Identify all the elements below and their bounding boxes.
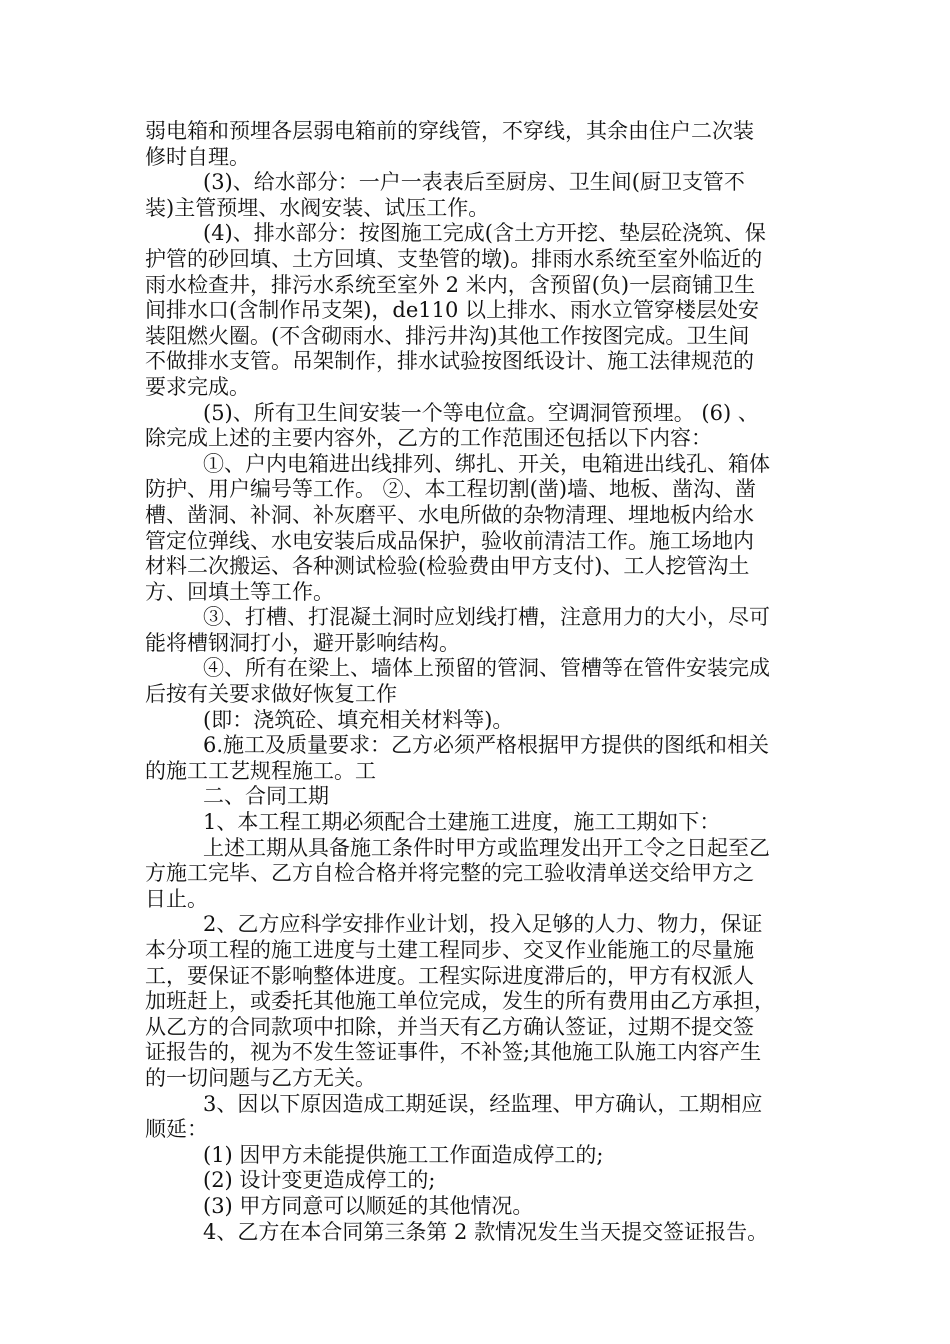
text-line: 护管的砂回填、土方回填、支垫管的墩)。排雨水系统至室外临近的 [145,246,763,271]
text-line: 方施工完毕、乙方自检合格并将完整的完工验收清单送交给甲方之 [145,861,754,886]
list-item: (1) 因甲方未能提供施工工作面造成停工的; [203,1142,604,1167]
text-line: 装)主管预埋、水阀安装、试压工作。 [145,195,490,220]
text-line: 3、因以下原因造成工期延误，经监理、甲方确认，工期相应 [203,1091,763,1116]
text-line: 弱电箱和预埋各层弱电箱前的穿线管，不穿线，其余由住户二次装 [145,119,754,143]
text-line: ①、户内电箱进出线排列、绑扎、开关，电箱进出线孔、箱体 [203,451,770,476]
text-line: 的一切问题与乙方无关。 [145,1065,376,1090]
text-line: (3)、给水部分：一户一表表后至厨房、卫生间(厨卫支管不 [203,170,745,195]
text-line: 装阻燃火圈。(不含砌雨水、排污井沟)其他工作按图完成。卫生间 [145,323,750,348]
text-line: (即：浇筑砼、填充相关材料等)。 [203,707,514,732]
text-line: (4)、排水部分：按图施工完成(含土方开挖、垫层砼浇筑、保 [203,221,766,246]
text-line: 6.施工及质量要求：乙方必须严格根据甲方提供的图纸和相关 [203,733,770,758]
text-line: 加班赶上，或委托其他施工单位完成，发生的所有费用由乙方承担， [145,989,775,1014]
text-line: 日止。 [145,886,208,911]
text-line: ③、打槽、打混凝土洞时应划线打槽，注意用力的大小，尽可 [203,605,770,630]
text-line: 1、本工程工期必须配合土建施工进度，施工工期如下： [203,810,721,835]
text-line: (5)、所有卫生间安装一个等电位盒。空调洞管预埋。 (6) 、 [203,400,759,425]
text-line: 证报告的，视为不发生签证事件，不补签;其他施工队施工内容产生 [145,1040,762,1065]
text-line: 要求完成。 [145,374,250,399]
text-line: 管定位弹线、水电安装后成品保护，验收前清洁工作。施工场地内 [145,528,754,553]
text-line: 雨水检查井，排污水系统至室外 2 米内，含预留(负)一层商铺卫生 [145,272,756,297]
text-line: 顺延： [145,1117,208,1142]
document-body [145,119,810,1245]
text-line: 槽、凿洞、补洞、补灰磨平、水电所做的杂物清理、埋地板内给水 [145,502,754,527]
text-line: 材料二次搬运、各种测试检验(检验费由甲方支付)、工人挖管沟土 [145,554,750,579]
list-item: (3) 甲方同意可以顺延的其他情况。 [203,1193,534,1218]
text-line: 4、乙方在本合同第三条第 2 款情况发生当天提交签证报告。 [203,1219,769,1244]
text-line: 的施工工艺规程施工。工 [145,758,376,783]
text-line: 上述工期从具备施工条件时甲方或监理发出开工令之日起至乙 [203,835,770,860]
text-line: ④、所有在梁上、墙体上预留的管洞、管槽等在管件安装完成 [203,656,770,681]
list-item: (2) 设计变更造成停工的; [203,1168,436,1193]
text-line: 不做排水支管。吊架制作，排水试验按图纸设计、施工法律规范的 [145,349,754,374]
text-line: 方、回填土等工作。 [145,579,334,604]
text-line: 间排水口(含制作吊支架)，de110 以上排水、雨水立管穿楼层处安 [145,298,760,323]
section-heading: 二、合同工期 [203,784,329,809]
text-line: 本分项工程的施工进度与土建工程同步、交叉作业能施工的尽量施 [145,938,754,962]
text-line: 从乙方的合同款项中扣除，并当天有乙方确认签证，过期不提交签 [145,1014,754,1039]
text-line: 工，要保证不影响整体进度。工程实际进度滞后的，甲方有权派人 [145,963,754,988]
text-line: 后按有关要求做好恢复工作 [145,682,397,707]
text-line: 2、乙方应科学安排作业计划，投入足够的人力、物力，保证 [203,912,763,937]
text-line: 能将槽钢洞打小，避开影响结构。 [145,630,460,655]
text-line: 防护、用户编号等工作。 ②、本工程切割(凿)墙、地板、凿沟、凿 [145,477,757,502]
text-line: 除完成上述的主要内容外，乙方的工作范围还包括以下内容： [145,426,712,451]
text-line: 修时自理。 [145,144,250,169]
